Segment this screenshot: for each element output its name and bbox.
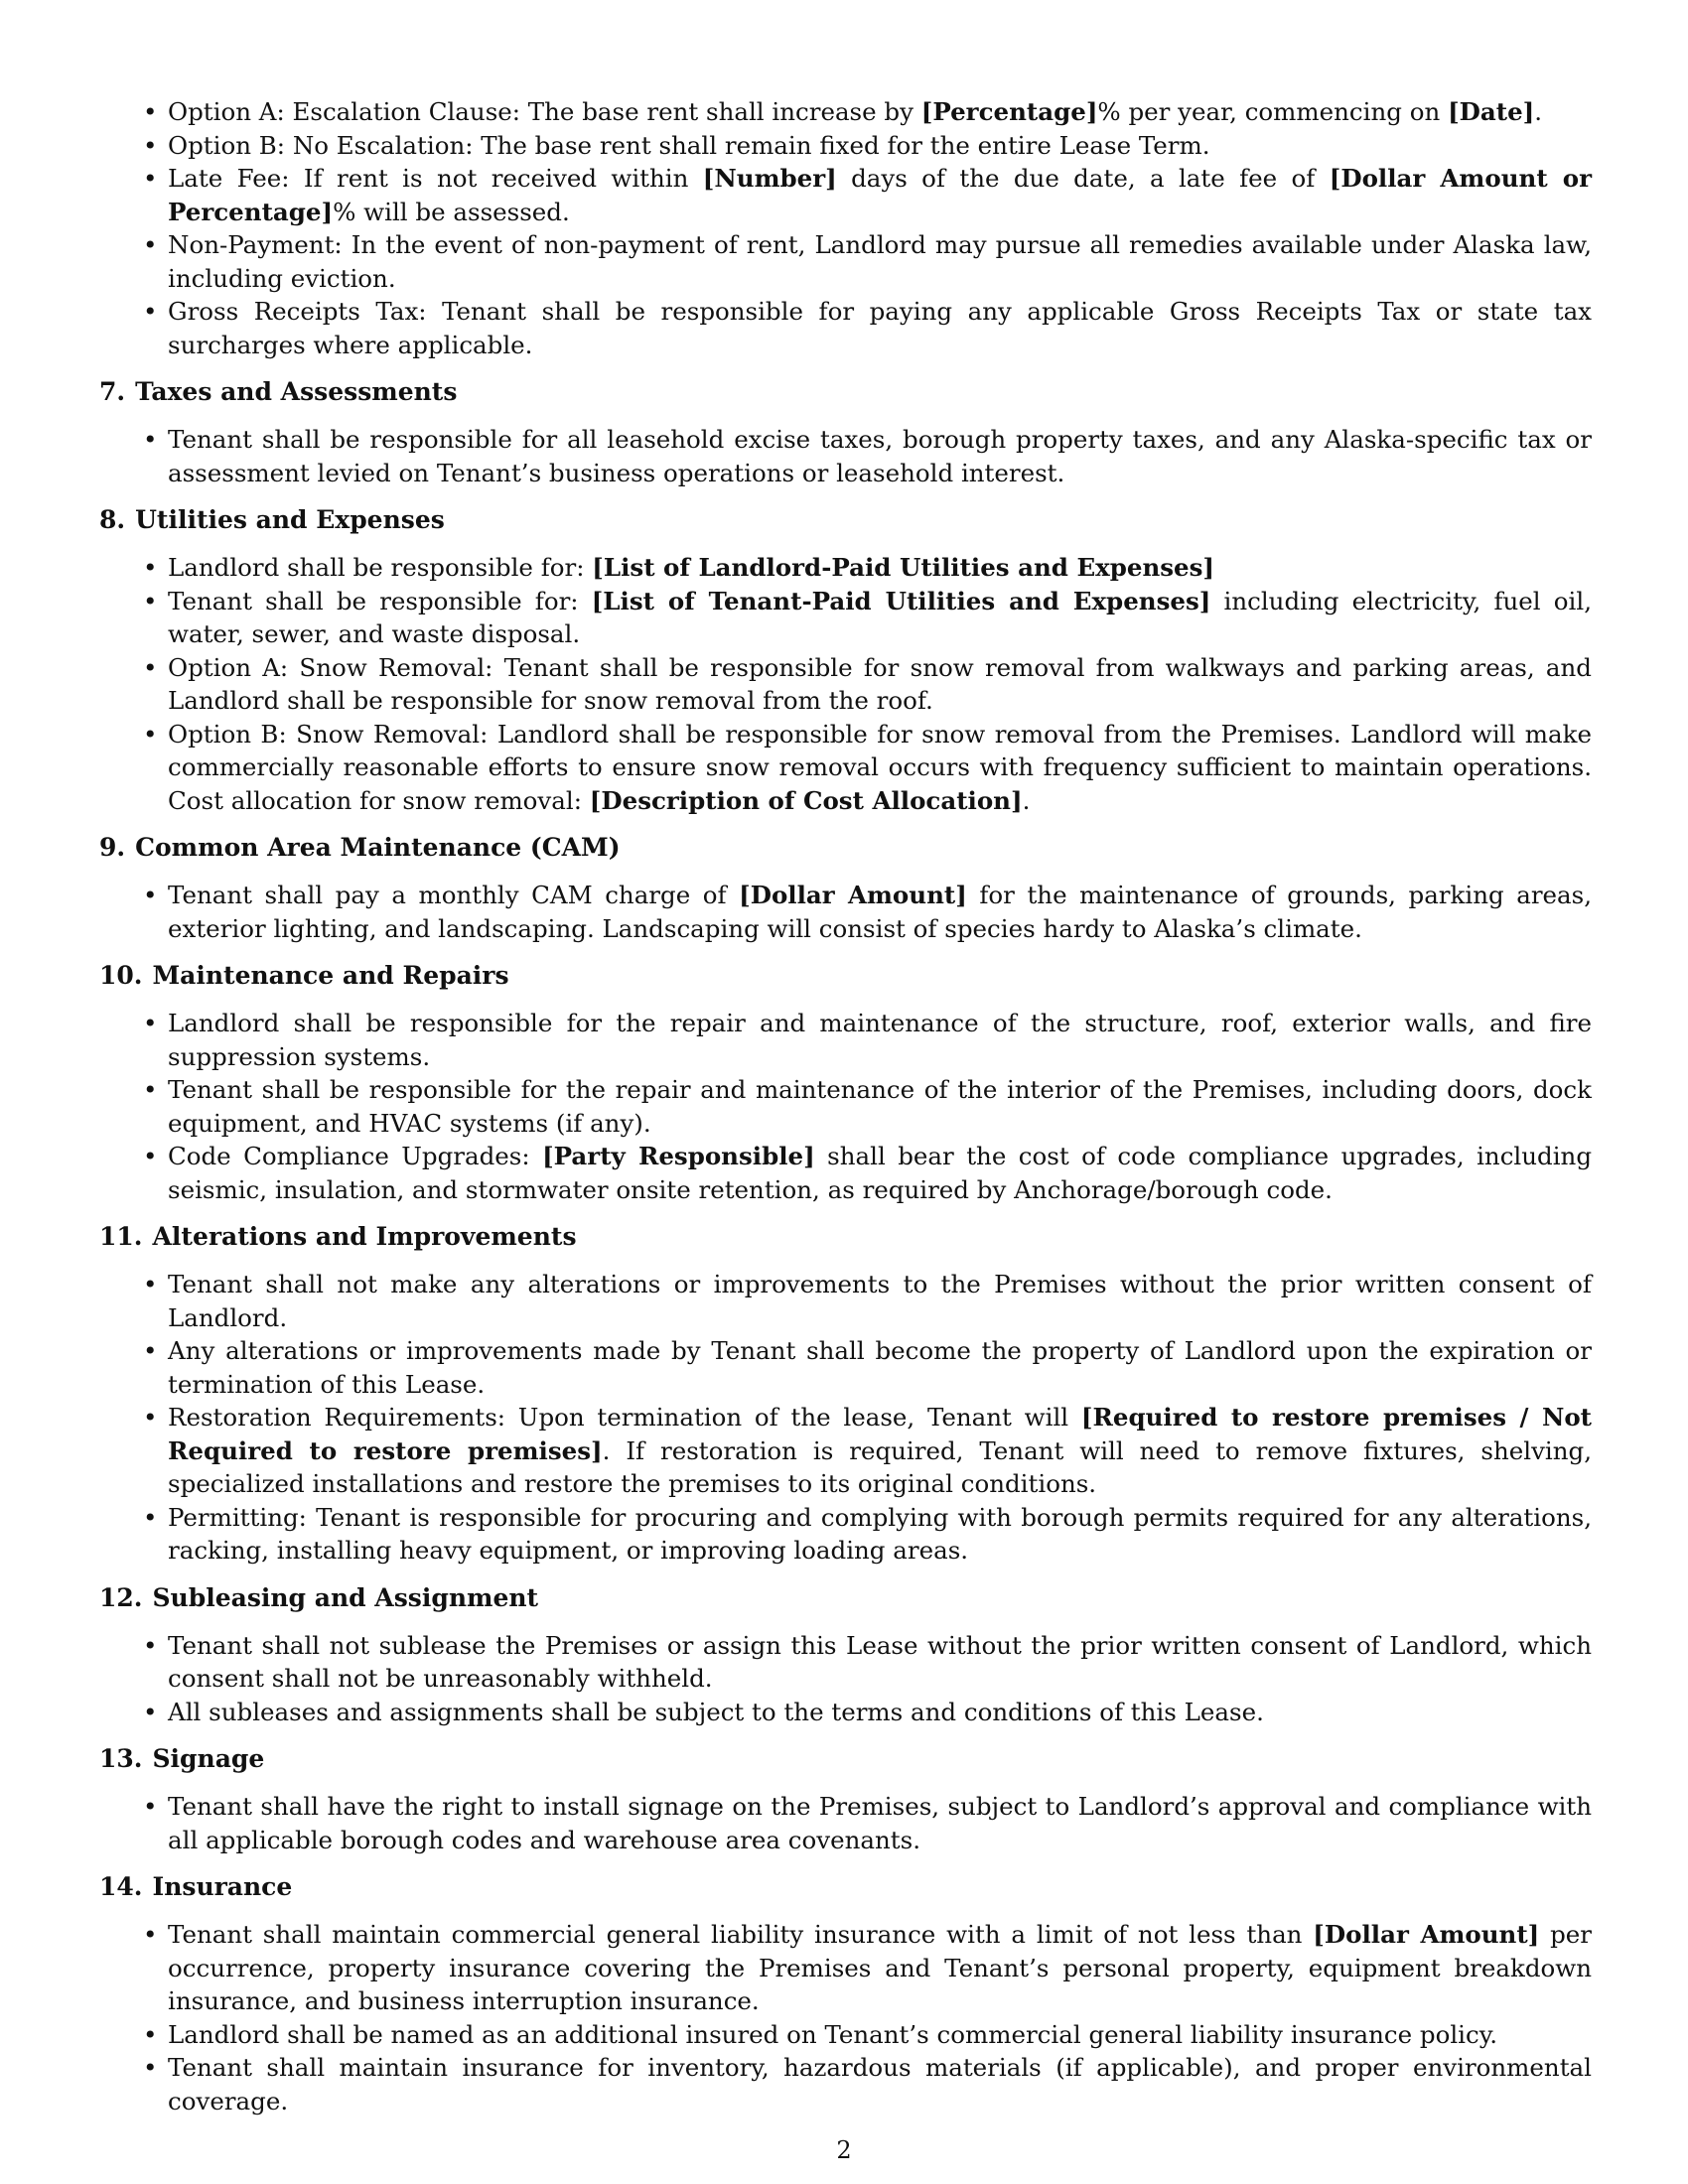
clause-text: . If restoration is required, Tenant will need to remove fixtures, shelving, specialized installations and restore the premises to its original conditions. [168, 1435, 1592, 1498]
clause-text: Tenant shall not sublease the Premises or assign this Lease without the prior written consent of Landlord, which consent shall not be unreasonably withheld. [168, 1630, 1592, 1693]
placeholder-field: [Description of Cost Allocation] [589, 785, 1023, 815]
list-item [99, 651, 1592, 718]
clause-text: Tenant shall be responsible for the repair and maintenance of the interior of the Premises, including doors, dock equipment, and HVAC systems (if any). [168, 1075, 1592, 1138]
section-title: Subleasing and Assignment [152, 1582, 539, 1612]
clause-text: All subleases and assignments shall be subject to the terms and conditions of this Lease. [168, 1697, 1264, 1726]
section-heading-insurance [99, 1870, 1592, 1903]
clause-text: shall bear the cost of code compliance upgrades, including seismic, insulation, and stormwater onsite retention, as required by Anchorage/borough code. [168, 1142, 1593, 1204]
section-number: 9. [99, 833, 126, 862]
clause-text: % will be assessed. [333, 197, 570, 226]
section-list [99, 1268, 1592, 1568]
section-title: Common Area Maintenance (CAM) [135, 833, 621, 862]
list-item [99, 1918, 1592, 2018]
clause-text: Permitting: Tenant is responsible for procuring and complying with borough permits required for any alterations, racking, installing heavy equipment, or improving loading areas. [168, 1502, 1592, 1565]
placeholder-field: [List of Landlord-Paid Utilities and Expenses] [592, 553, 1215, 582]
placeholder-field: [List of Tenant-Paid Utilities and Expenses] [591, 586, 1211, 615]
placeholder-field: [Percentage] [920, 97, 1098, 126]
section-heading-taxes-and-assessments [99, 375, 1592, 408]
section-heading-subleasing-and-assignment [99, 1581, 1592, 1614]
clause-text: Tenant shall be responsible for all leasehold excise taxes, borough property taxes, and any Alaska-specific tax or assessment levied on Tenant’s business operations or leasehold interest. [168, 425, 1592, 487]
clause-text: Option B: No Escalation: The base rent shall remain fixed for the entire Lease Term. [168, 130, 1210, 160]
list-item [99, 1073, 1592, 1140]
list-item-option-b-no-escalation [99, 129, 1592, 163]
placeholder-field: [Dollar Amount or Percentage] [168, 164, 1592, 226]
list-item-option-a-escalation [99, 95, 1592, 129]
list-item [99, 1401, 1592, 1501]
placeholder-field: [Required to restore premises / Not Required to restore premises] [168, 1403, 1593, 1465]
section-list [99, 551, 1592, 817]
clause-text: including electricity, fuel oil, water, sewer, and waste disposal. [168, 586, 1592, 648]
clause-text: Tenant shall be responsible for: [168, 586, 592, 615]
placeholder-field: [Number] [702, 164, 837, 193]
section-list [99, 1007, 1592, 1206]
section-number: 12. [99, 1582, 143, 1612]
clause-text: . [1534, 97, 1543, 126]
list-item [99, 423, 1592, 489]
section-list [99, 1629, 1592, 1729]
list-item [99, 879, 1592, 945]
list-item [99, 1334, 1592, 1401]
section-list [99, 1790, 1592, 1856]
list-item [99, 551, 1592, 585]
clause-text: Non-Payment: In the event of non-payment of rent, Landlord may pursue all remedies available under Alaska law, including eviction. [168, 230, 1592, 293]
section-list [99, 423, 1592, 489]
section-title: Alterations and Improvements [152, 1222, 577, 1251]
section-number: 11. [99, 1222, 143, 1251]
list-item-gross-receipts-tax [99, 295, 1592, 361]
list-item-late-fee [99, 162, 1592, 228]
clause-text: Landlord shall be responsible for: [168, 553, 593, 582]
rent-options-list [99, 95, 1592, 361]
section-number: 13. [99, 1744, 143, 1773]
section-number: 10. [99, 961, 143, 990]
list-item [99, 718, 1592, 818]
section-heading-utilities-and-expenses [99, 503, 1592, 536]
list-item [99, 1501, 1592, 1568]
clause-text: Code Compliance Upgrades: [168, 1142, 543, 1170]
section-list [99, 879, 1592, 945]
placeholder-field: [Date] [1448, 97, 1535, 126]
list-item [99, 1007, 1592, 1073]
section-title: Utilities and Expenses [135, 505, 445, 534]
clause-text: days of the due date, a late fee of [836, 164, 1330, 193]
section-number: 8. [99, 505, 126, 534]
clause-text: . [1022, 785, 1031, 815]
section-number: 14. [99, 1872, 143, 1901]
placeholder-field: [Party Responsible] [542, 1142, 815, 1170]
list-item [99, 1790, 1592, 1856]
clause-text: % per year, commencing on [1097, 97, 1449, 126]
list-item [99, 1140, 1592, 1206]
list-item [99, 2018, 1592, 2052]
clause-text: Late Fee: If rent is not received within [168, 164, 703, 193]
clause-text: Tenant shall maintain commercial general liability insurance with a limit of not less than [168, 1920, 1314, 1949]
page-number: 2 [836, 2136, 852, 2164]
section-heading-signage [99, 1742, 1592, 1775]
clause-text: Restoration Requirements: Upon termination of the lease, Tenant will [168, 1403, 1081, 1432]
section-title: Taxes and Assessments [135, 377, 458, 406]
clause-text: Landlord shall be responsible for the repair and maintenance of the structure, roof, exterior walls, and fire suppression systems. [168, 1009, 1592, 1071]
list-item [99, 1629, 1592, 1696]
section-title: Insurance [152, 1872, 293, 1901]
clause-text: Landlord shall be named as an additional insured on Tenant’s commercial general liability insurance policy. [168, 2019, 1498, 2049]
clause-text: Tenant shall maintain insurance for inventory, hazardous materials (if applicable), and proper environmental coverage. [168, 2053, 1592, 2116]
document-page [99, 95, 1592, 2117]
section-title: Signage [152, 1744, 265, 1773]
section-heading-maintenance-and-repairs [99, 959, 1592, 992]
clause-text: Option A: Escalation Clause: The base rent shall increase by [168, 97, 921, 126]
lease-sections [99, 375, 1592, 2117]
section-list [99, 1918, 1592, 2117]
section-heading-alterations-and-improvements [99, 1220, 1592, 1253]
clause-text: Tenant shall pay a monthly CAM charge of [168, 881, 740, 909]
list-item [99, 2051, 1592, 2117]
clause-text: Gross Receipts Tax: Tenant shall be responsible for paying any applicable Gross Receipts Tax or state tax surcharges where applicable. [168, 297, 1592, 359]
list-item-non-payment [99, 228, 1592, 295]
clause-text: Tenant shall not make any alterations or improvements to the Premises without the prior written consent of Landlord. [168, 1270, 1592, 1332]
list-item [99, 585, 1592, 651]
clause-text: Option A: Snow Removal: Tenant shall be responsible for snow removal from walkways and parking areas, and Landlord shall be responsible for snow removal from the roof. [168, 652, 1592, 715]
section-heading-common-area-maintenance-cam [99, 831, 1592, 864]
section-number: 7. [99, 377, 126, 406]
placeholder-field: [Dollar Amount] [1313, 1920, 1540, 1949]
clause-text: for the maintenance of grounds, parking areas, exterior lighting, and landscaping. Landscaping will consist of species hardy to Alaska’s climate. [168, 881, 1592, 943]
list-item [99, 1696, 1592, 1729]
list-item [99, 1268, 1592, 1334]
clause-text: Any alterations or improvements made by Tenant shall become the property of Landlord upon the expiration or termination of this Lease. [168, 1336, 1592, 1399]
placeholder-field: [Dollar Amount] [739, 881, 967, 909]
clause-text: Tenant shall have the right to install signage on the Premises, subject to Landlord’s approval and compliance with all applicable borough codes and warehouse area covenants. [168, 1792, 1592, 1854]
section-title: Maintenance and Repairs [152, 961, 509, 990]
clause-text: per occurrence, property insurance covering the Premises and Tenant’s personal property, equipment breakdown insurance, and business interruption insurance. [168, 1920, 1592, 2015]
clause-text: Option B: Snow Removal: Landlord shall be responsible for snow removal from the Premises. Landlord will make commercially reasonable efforts to ensure snow removal occurs with frequency sufficient to maintain operations. Cost allocation for snow removal: [168, 719, 1592, 815]
